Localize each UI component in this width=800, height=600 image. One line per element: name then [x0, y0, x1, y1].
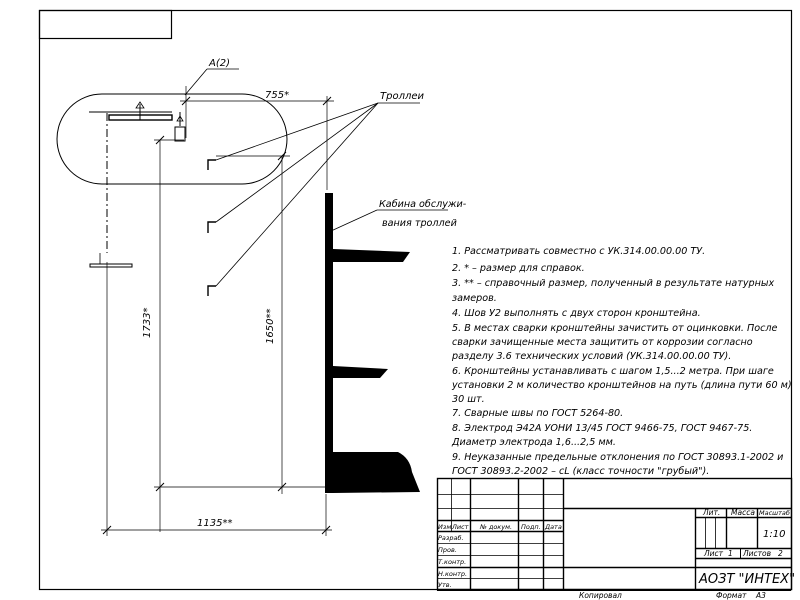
tb-sheets: Листов	[743, 549, 772, 558]
tb-col-doc: № докум.	[480, 523, 513, 531]
technical-notes	[451, 246, 792, 477]
tb-col-list: Лист	[452, 523, 469, 531]
note-line-12: 7. Сварные швы по ГОСТ 5264-80.	[452, 408, 624, 419]
dim-755-label: 755*	[265, 90, 290, 101]
tb-format-val: А3	[756, 591, 766, 600]
dimension-755	[180, 86, 334, 190]
tb-copied: Копировал	[579, 591, 622, 600]
tb-company: АОЗТ "ИНТЕХ"	[699, 572, 796, 587]
note-line-16: ГОСТ 30893.2-2002 – cL (класс точности "грубый").	[452, 466, 710, 477]
tb-massa: Масса	[731, 508, 755, 517]
note-line-6: 5. В местах сварки кронштейны зачистить от оцинковки. После	[452, 323, 778, 334]
note-line-15: 9. Неуказанные предельные отклонения по ГОСТ 30893.1-2002 и	[452, 452, 784, 463]
tb-masshtab: Масштаб	[759, 509, 790, 517]
note-line-7: сварки зачищенные места защитить от коррозии согласно	[452, 337, 753, 348]
tb-row-utv: Утв.	[438, 581, 452, 589]
tb-col-date: Дата	[545, 523, 562, 531]
note-line-2: 2. * – размер для справок.	[452, 263, 585, 274]
note-line-8: разделу 3.6 технических условий (УК.314.00.00.00 ТУ).	[452, 351, 732, 362]
tb-lit: Лит.	[703, 508, 721, 517]
note-line-1: 1. Рассматривать совместно с УК.314.00.00.00 ТУ.	[452, 246, 706, 257]
service-cabin	[325, 193, 467, 493]
note-line-11: 30 шт.	[452, 394, 485, 405]
note-line-10: установки 2 м количество кронштейнов на путь (длина пути 60 м)	[452, 380, 792, 391]
note-line-4: замеров.	[452, 293, 497, 304]
callout-a2	[57, 58, 290, 184]
tb-col-izm: Изм	[438, 523, 452, 531]
note-line-13: 8. Электрод Э42А УОНИ 13/45 ГОСТ 9466-75, ГОСТ 9467-75.	[452, 423, 753, 434]
note-line-14: Диаметр электрода 1,6...2,5 мм.	[452, 437, 616, 448]
tb-row-prov: Пров.	[438, 546, 457, 554]
tb-row-tkontr: Т.контр.	[438, 558, 467, 566]
tb-format: Формат	[716, 591, 747, 600]
note-line-5: 4. Шов У2 выполнять с двух сторон кронштейна.	[452, 308, 701, 319]
dimension-1733	[142, 136, 330, 532]
cabin-label-2: вания троллей	[382, 218, 457, 229]
dim-1650-label: 1650**	[265, 308, 276, 344]
dimension-1135	[101, 262, 332, 536]
title-block-text	[438, 508, 795, 600]
dimension-1650	[216, 152, 290, 494]
trolley-label: Троллеи	[380, 91, 425, 102]
cabin-label-1: Кабина обслужи-	[379, 199, 467, 210]
note-line-3: 3. ** – справочный размер, полученный в результате натурных	[452, 278, 775, 289]
tb-sheet-num: 1	[728, 549, 733, 558]
dim-1135-label: 1135**	[197, 518, 233, 529]
tb-row-nkontr: Н.контр.	[438, 570, 468, 578]
tb-sheets-num: 2	[778, 549, 783, 558]
tb-row-razrab: Разраб.	[438, 534, 464, 542]
tb-col-sign: Подп.	[521, 523, 541, 531]
tb-sheet: Лист	[704, 549, 724, 558]
trolley-markers	[208, 160, 216, 296]
dim-1733-label: 1733*	[142, 307, 153, 338]
note-line-9: 6. Кронштейны устанавливать с шагом 1,5...2 метра. При шаге	[452, 366, 774, 377]
callout-label: A(2)	[209, 58, 231, 69]
corner-stamp	[40, 11, 172, 39]
tb-scale: 1:10	[763, 529, 786, 540]
